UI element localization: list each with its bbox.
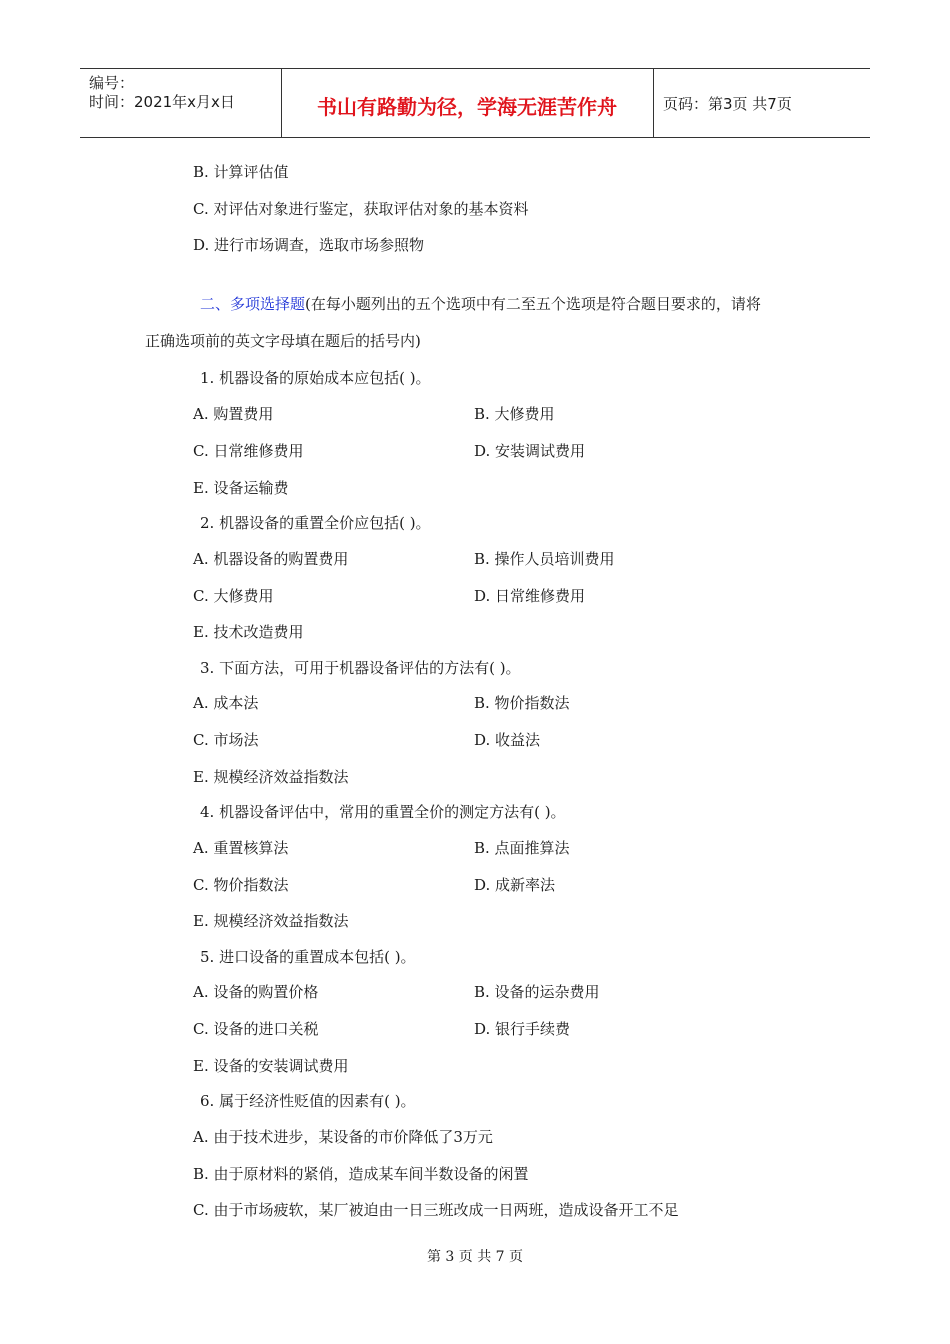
option-6a: A. 由于技术进步，某设备的市价降低了3万元 [193,1128,493,1146]
question-stem-5: 5. 进口设备的重置成本包括( )。 [200,948,416,966]
option-4e: E. 规模经济效益指数法 [193,912,349,930]
question-stem-1: 1. 机器设备的原始成本应包括( )。 [200,369,431,387]
question-stem-6: 6. 属于经济性贬值的因素有( )。 [200,1092,416,1110]
section-title: 二、多项选择题 [200,295,306,313]
option-3e: E. 规模经济效益指数法 [193,768,349,786]
header-meta-cell [80,69,282,137]
option-prev-d: D. 进行市场调查，选取市场参照物 [193,236,425,254]
number-label: 编号： [89,74,135,92]
option-1d: D. 安装调试费用 [474,442,586,460]
option-4b: B. 点面推算法 [474,839,570,857]
option-3b: B. 物价指数法 [474,694,570,712]
option-4d: D. 成新率法 [474,876,556,894]
header-motto-cell [281,69,654,137]
question-stem-4: 4. 机器设备评估中，常用的重置全价的测定方法有( )。 [200,803,566,821]
option-3a: A. 成本法 [193,694,259,712]
option-5d: D. 银行手续费 [474,1020,571,1038]
option-4a: A. 重置核算法 [193,839,289,857]
section-heading [200,294,761,314]
option-2b: B. 操作人员培训费用 [474,550,615,568]
time-label: 时间：2021年x月x日 [89,93,235,111]
header-page-cell [654,69,870,137]
option-5c: C. 设备的进口关税 [193,1020,319,1038]
option-5e: E. 设备的安装调试费用 [193,1057,349,1075]
option-prev-b: B. 计算评估值 [193,163,289,181]
option-5b: B. 设备的运杂费用 [474,983,600,1001]
option-2e: E. 技术改造费用 [193,623,304,641]
option-2d: D. 日常维修费用 [474,587,586,605]
option-1c: C. 日常维修费用 [193,442,304,460]
option-6c: C. 由于市场疲软，某厂被迫由一日三班改成一日两班，造成设备开工不足 [193,1201,679,1219]
section-instruction: (在每小题列出的五个选项中有二至五个选项是符合题目要求的，请将 [305,295,761,313]
option-4c: C. 物价指数法 [193,876,289,894]
option-2c: C. 大修费用 [193,587,274,605]
option-5a: A. 设备的购置价格 [193,983,319,1001]
option-3d: D. 收益法 [474,731,541,749]
question-stem-3: 3. 下面方法，可用于机器设备评估的方法有( )。 [200,659,521,677]
page-footer: 第 3 页 共 7 页 [426,1249,524,1265]
option-prev-c: C. 对评估对象进行鉴定，获取评估对象的基本资料 [193,200,529,218]
option-3c: C. 市场法 [193,731,259,749]
option-1e: E. 设备运输费 [193,479,289,497]
question-stem-2: 2. 机器设备的重置全价应包括( )。 [200,514,431,532]
option-2a: A. 机器设备的购置费用 [193,550,349,568]
motto: 书山有路勤为径，学海无涯苦作舟 [317,95,617,119]
page-info: 页码：第3页 共7页 [663,95,792,113]
option-6b: B. 由于原材料的紧俏，造成某车间半数设备的闲置 [193,1165,529,1183]
option-1b: B. 大修费用 [474,405,555,423]
section-instruction-cont: 正确选项前的英文字母填在题后的括号内) [145,332,421,350]
page-header [80,68,870,138]
option-1a: A. 购置费用 [193,405,274,423]
